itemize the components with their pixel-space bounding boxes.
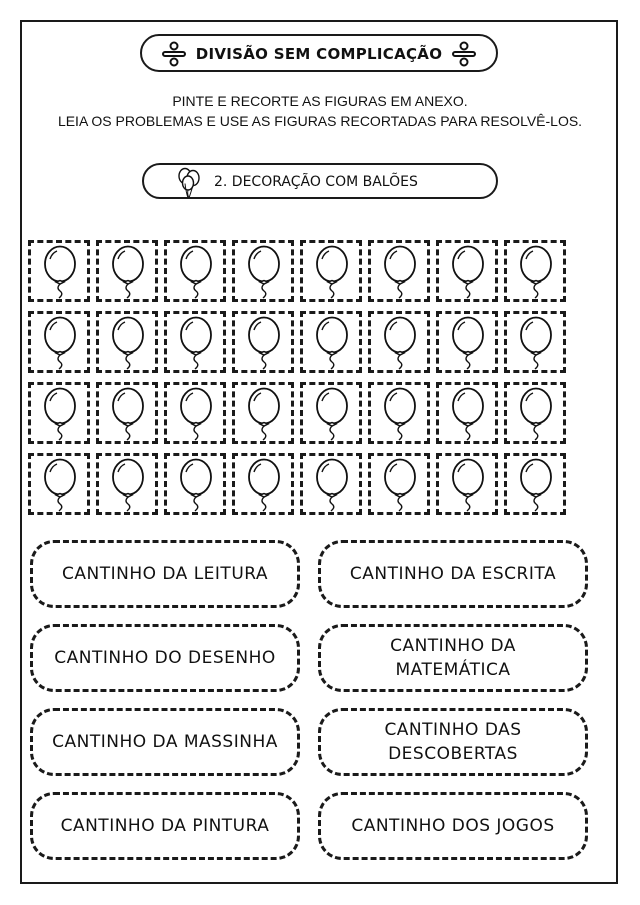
label-card-leitura: CANTINHO DA LEITURA: [30, 540, 300, 608]
balloon-icon: [175, 458, 217, 514]
page-title: DIVISÃO SEM COMPLICAÇÃO: [195, 45, 443, 63]
balloon-icon: [175, 245, 217, 301]
balloon-icon: [311, 316, 353, 372]
balloon-card: [504, 240, 566, 302]
label-card-massinha: CANTINHO DA MASSINHA: [30, 708, 300, 776]
balloon-card: [436, 311, 498, 373]
balloon-card: [96, 240, 158, 302]
balloon-card: [368, 311, 430, 373]
balloon-card: [28, 311, 90, 373]
balloon-icon: [379, 387, 421, 443]
balloon-icon: [107, 387, 149, 443]
balloon-icon: [243, 245, 285, 301]
label-card-desenho: CANTINHO DO DESENHO: [30, 624, 300, 692]
balloon-card: [164, 240, 226, 302]
balloon-card: [28, 453, 90, 515]
balloon-card: [504, 382, 566, 444]
balloon-card: [232, 311, 294, 373]
balloon-card: [96, 453, 158, 515]
balloon-card: [436, 240, 498, 302]
balloon-grid: [28, 240, 572, 520]
balloon-icon: [243, 316, 285, 372]
balloon-icon: [379, 458, 421, 514]
balloon-icon: [515, 458, 557, 514]
balloon-icon: [39, 245, 81, 301]
balloon-icon: [175, 316, 217, 372]
balloon-icon: [447, 458, 489, 514]
instruction-line-2: LEIA OS PROBLEMAS E USE AS FIGURAS RECORTADAS PARA RESOLVÊ-LOS.: [57, 113, 583, 129]
balloon-card: [164, 453, 226, 515]
balloon-card: [164, 311, 226, 373]
balloon-card: [28, 382, 90, 444]
balloon-card: [368, 453, 430, 515]
balloon-card: [232, 453, 294, 515]
instruction-line-1: PINTE E RECORTE AS FIGURAS EM ANEXO.: [172, 93, 468, 109]
balloon-icon: [107, 245, 149, 301]
balloon-icon: [447, 245, 489, 301]
balloon-card: [504, 311, 566, 373]
balloon-card: [232, 240, 294, 302]
balloon-card: [436, 453, 498, 515]
balloon-icon: [447, 316, 489, 372]
label-card-pintura: CANTINHO DA PINTURA: [30, 792, 300, 860]
label-card-jogos: CANTINHO DOS JOGOS: [318, 792, 588, 860]
balloon-card: [232, 382, 294, 444]
balloon-icon: [447, 387, 489, 443]
balloon-card: [300, 453, 362, 515]
balloon-icon: [379, 316, 421, 372]
balloon-card: [300, 311, 362, 373]
label-card-matematica: CANTINHO DA MATEMÁTICA: [318, 624, 588, 692]
balloon-icon: [107, 316, 149, 372]
balloon-card: [300, 240, 362, 302]
division-icon: [452, 41, 476, 67]
balloon-icon: [39, 458, 81, 514]
balloon-card: [436, 382, 498, 444]
balloon-icon: [311, 458, 353, 514]
balloon-icon: [311, 245, 353, 301]
balloon-icon: [515, 387, 557, 443]
section-banner: [142, 163, 498, 199]
balloon-card: [164, 382, 226, 444]
label-card-escrita: CANTINHO DA ESCRITA: [318, 540, 588, 608]
balloon-icon: [311, 387, 353, 443]
balloon-icon: [243, 387, 285, 443]
label-card-descobertas: CANTINHO DAS DESCOBERTAS: [318, 708, 588, 776]
balloon-card: [28, 240, 90, 302]
balloons-icon: [176, 167, 202, 199]
title-banner: [140, 34, 498, 72]
balloon-icon: [379, 245, 421, 301]
balloon-card: [96, 311, 158, 373]
balloon-icon: [243, 458, 285, 514]
balloon-card: [368, 382, 430, 444]
balloon-icon: [39, 387, 81, 443]
balloon-icon: [39, 316, 81, 372]
balloon-icon: [515, 245, 557, 301]
balloon-card: [300, 382, 362, 444]
balloon-card: [504, 453, 566, 515]
balloon-card: [96, 382, 158, 444]
balloon-icon: [107, 458, 149, 514]
balloon-icon: [515, 316, 557, 372]
balloon-card: [368, 240, 430, 302]
section-title: 2. DECORAÇÃO COM BALÕES: [214, 174, 418, 190]
balloon-icon: [175, 387, 217, 443]
